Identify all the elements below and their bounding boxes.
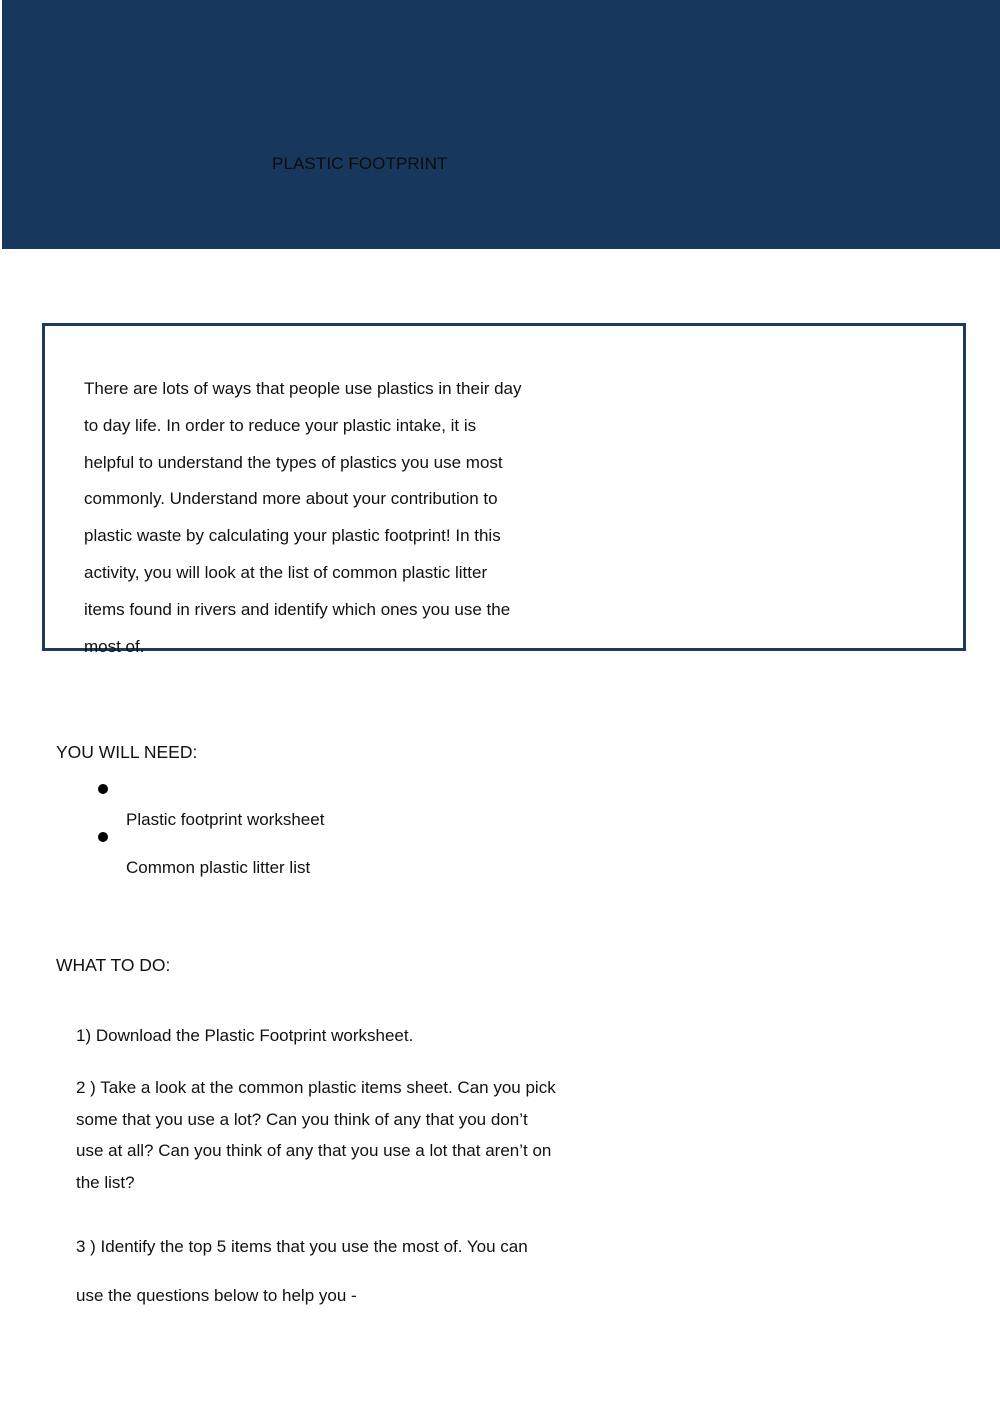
page-title: PLASTIC FOOTPRINT	[272, 154, 448, 173]
bullet-icon	[98, 832, 108, 842]
you-will-need-heading: YOU WILL NEED:	[56, 742, 198, 762]
intro-text: There are lots of ways that people use plastics in their day to day life. In order to reduce your plastic intake, it is helpful to understand the types of plastics you use most commonly. Understand more about your contribution to plastic waste by calculating your plastic footprint! In this activity, you will look at the list of common plastic litter items found in rivers and identify which ones you use the most of.	[84, 379, 522, 656]
header-banner	[2, 0, 1000, 249]
step-2: 2 ) Take a look at the common plastic items sheet. Can you pick some that you use a lot? Can you think of any that you don’t use at all? Can you think of any that you use a lot that aren’t on the list?	[76, 1078, 556, 1192]
step-1: 1) Download the Plastic Footprint worksheet.	[76, 1026, 414, 1045]
list-item-label: Common plastic litter list	[126, 858, 311, 877]
list-item-label: Plastic footprint worksheet	[126, 810, 325, 829]
step-3: 3 ) Identify the top 5 items that you use the most of. You can use the questions below to help you -	[76, 1237, 528, 1305]
bullet-icon	[98, 784, 108, 794]
what-to-do-heading: WHAT TO DO:	[56, 955, 171, 975]
